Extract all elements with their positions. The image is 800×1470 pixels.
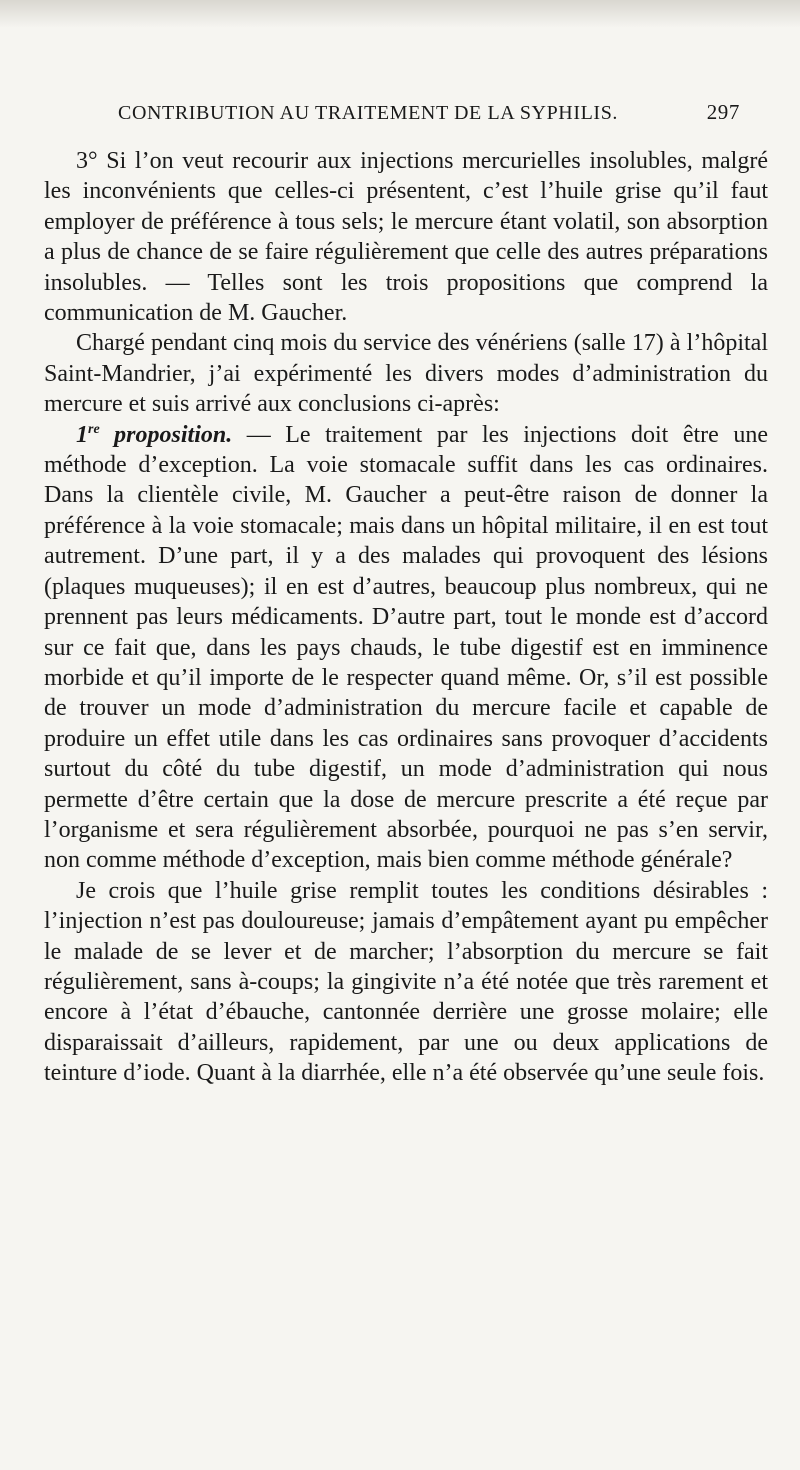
proposition-word: proposition. [99, 421, 233, 448]
running-title: CONTRIBUTION AU TRAITEMENT DE LA SYPHILIS. [118, 102, 619, 124]
proposition-label [76, 422, 232, 448]
proposition-number: 1 [76, 421, 88, 448]
proposition-ordinal: re [88, 421, 100, 437]
paragraph-4: Je crois que l’huile grise remplit toutes les conditions désirables : l’injection n’est pas douloureuse; jamais d’empâtement ayant pu empêcher le malade de se lever et de marcher; l’absorption du mercure se fait régulièrement, sans à-coups; la gingivite n’a été notée que très rarement et encore à l’état d’ébauche, cantonnée derrière une grosse molaire; elle disparaissait d’ailleurs, rapidement, par une ou deux applications de teinture d’iode. Quant à la diarrhée, elle n’a été observée qu’une seule fois. [44, 877, 768, 1087]
running-header [118, 100, 740, 132]
paragraph-3 [44, 420, 768, 876]
page-number: 297 [706, 100, 740, 124]
body-text [44, 146, 768, 1089]
paragraph-1: 3° Si l’on veut recourir aux injections mercurielles insolubles, malgré les inconvénients que celles-ci présentent, c’est l’huile grise qu’il faut employer de préférence à tous sels; le mercure étant volatil, son absorption a plus de chance de se faire régulièrement que celle des autres préparations insolubles. — Telles sont les trois propositions que comprend la communication de M. Gaucher. [44, 148, 768, 327]
paragraph-2: Chargé pendant cinq mois du service des vénériens (salle 17) à l’hôpital Saint-Mandrier, j’ai expérimenté les divers modes d’administration du mercure et suis arrivé aux conclusions ci-après: [44, 330, 768, 418]
page-top-shading [0, 0, 800, 28]
paragraph-3-text: — Le traitement par les injections doit être une méthode d’exception. La voie stomacale suffit dans les cas ordinaires. Dans la clientèle civile, M. Gaucher a peut-être raison de donner la préférence à la voie stomacale; mais dans un hôpital militaire, il en est tout autrement. D’une part, il y a des malades qui provoquent des lésions (plaques muqueuses); il en est d’autres, beaucoup plus nombreux, qui ne prennent pas leurs médicaments. D’autre part, tout le monde est d’accord sur ce fait que, dans les pays chauds, le tube digestif est en imminence morbide et qu’il importe de le respecter quand même. Or, s’il est possible de trouver un mode d’administration du mercure facile et capable de produire un effet utile dans les cas ordinaires sans provoquer d’accidents surtout du côté du tube digestif, un mode d’administration qui nous permette d’être certain que la dose de mercure prescrite a été reçue par l’organisme et sera régulièrement absorbée, pourquoi ne pas s’en servir, non comme méthode d’exception, mais bien comme méthode générale? [44, 421, 768, 874]
